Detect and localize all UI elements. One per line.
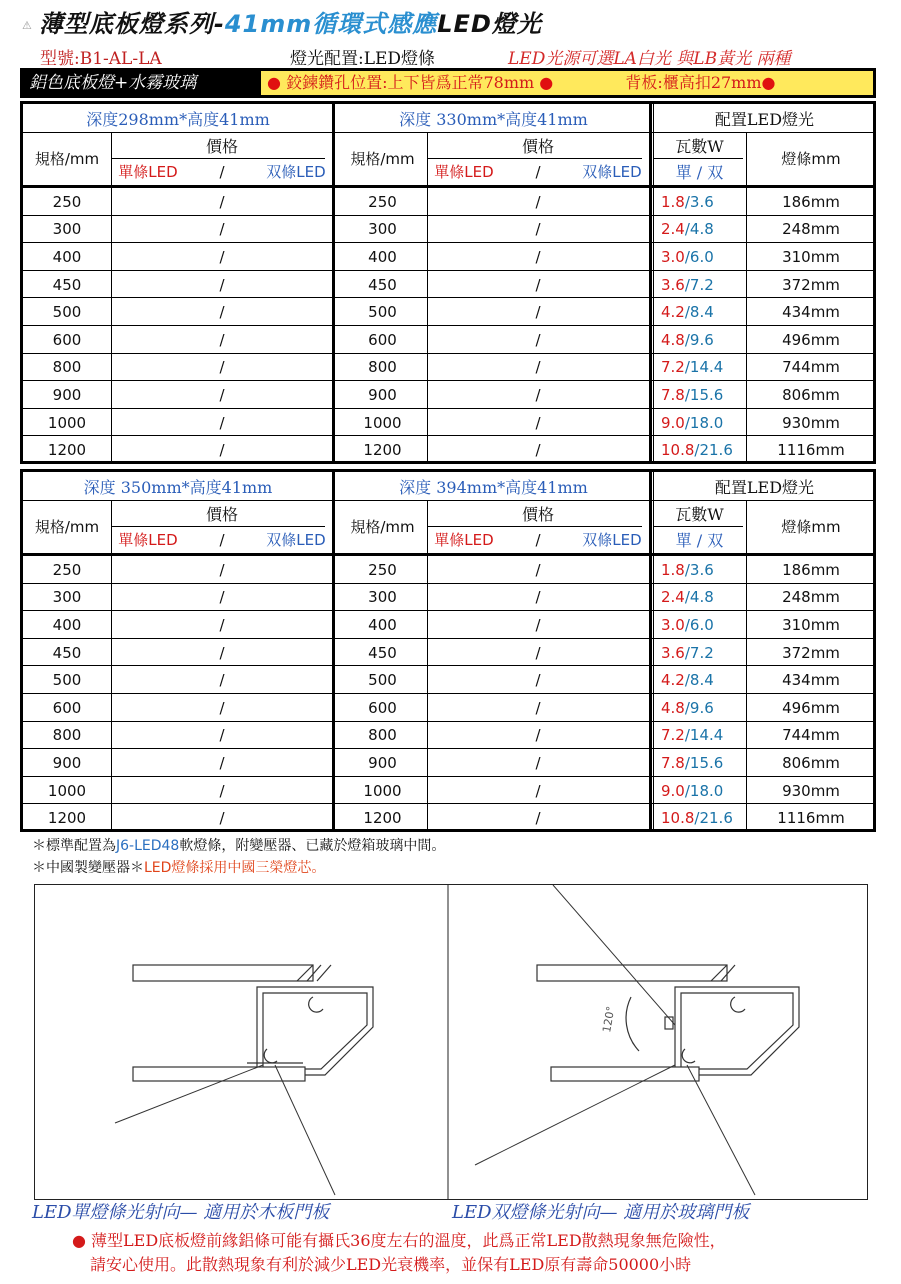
watt-single: 2.4 [661, 588, 685, 607]
grid-line [23, 463, 873, 464]
bullet-icon: ● [761, 73, 776, 92]
row-price-slash: / [219, 753, 225, 772]
row-spec: 900 [52, 385, 82, 404]
row-price-slash: / [219, 192, 225, 211]
diagram-svg [35, 885, 867, 1199]
watt-sep: / [684, 413, 690, 432]
grid-line [427, 526, 642, 527]
row-price-slash: / [219, 303, 225, 322]
row-watt [653, 556, 746, 584]
watt-sep: / [684, 330, 690, 349]
row-price-slash: / [219, 588, 225, 607]
watt-double: 4.8 [689, 220, 714, 239]
row-price-slash: / [219, 330, 225, 349]
depth-title-left: 深度 350mm*高度41mm [83, 477, 273, 497]
row-watt [653, 694, 746, 722]
watt-single: 1.8 [661, 560, 685, 579]
row-spec: 250 [368, 560, 397, 579]
triangle-icon: ⚠ [22, 18, 33, 32]
row-spec: 1200 [363, 809, 402, 828]
grid-line [649, 472, 652, 829]
row-spec: 600 [52, 698, 82, 717]
title-highlight: 41mm循環式感應 [224, 10, 438, 38]
price-table [20, 469, 876, 832]
watt-single: 7.2 [661, 358, 685, 377]
row-watt [653, 639, 746, 667]
row-spec: 250 [52, 192, 82, 211]
hinge-position: 鉸鍊鑽孔位置:上下皆爲正常78mm [286, 73, 535, 92]
footer-line-2: 請安心使用。此散熱現象有利於減少LED光衰機率，並保有LED原有壽命50000小時 [90, 1255, 692, 1274]
watt-double: 21.6 [699, 441, 733, 460]
row-spec: 600 [52, 330, 82, 349]
row-price-slash: / [535, 303, 541, 322]
row-price-slash: / [535, 413, 541, 432]
back-panel: 背板:櫃高扣27mm [625, 73, 762, 92]
watt-double: 15.6 [689, 753, 724, 772]
watt-sep: / [684, 220, 690, 239]
row-watt [653, 381, 746, 409]
row-watt [653, 188, 746, 216]
row-watt [653, 722, 746, 750]
watt-sep: / [684, 615, 690, 634]
row-spec: 1200 [363, 441, 402, 460]
row-watt [653, 611, 746, 639]
grid-line [649, 104, 652, 461]
double-led-header: 双條LED [266, 531, 326, 549]
row-price-slash: / [219, 247, 225, 266]
title-prefix: 薄型底板燈系列- [38, 10, 225, 38]
note-1-c: 軟燈條，附變壓器、已藏於燈箱玻璃中間。 [179, 838, 446, 854]
grid-line [332, 104, 335, 461]
row-strip: 248mm [782, 220, 840, 239]
row-price-slash: / [219, 358, 225, 377]
row-price-slash: / [535, 275, 541, 294]
single-led-header: 單條LED [434, 531, 494, 549]
footer-line-1: ● 薄型LED底板燈前緣鋁條可能有攝氏36度左右的溫度，此爲正常LED散熱現象無危險性， [72, 1231, 726, 1250]
angle-label: 120° [600, 1005, 618, 1034]
band-info [261, 71, 873, 95]
row-price-slash: / [219, 643, 225, 662]
row-strip: 496mm [782, 698, 840, 717]
watt-double: 7.2 [689, 275, 714, 294]
note-1 [32, 835, 445, 855]
row-strip: 248mm [782, 588, 840, 607]
row-strip: 930mm [782, 781, 840, 800]
watt-sep: / [684, 671, 690, 690]
watt-single: 3.6 [661, 275, 685, 294]
row-watt [653, 243, 746, 271]
slash: / [535, 162, 541, 181]
note-2-a: ＊中國製變壓器＊ [32, 860, 144, 876]
row-watt [653, 436, 746, 464]
row-spec: 600 [368, 330, 397, 349]
row-spec: 300 [52, 588, 82, 607]
price-header: 價格 [205, 504, 238, 524]
watt-double: 6.0 [689, 247, 714, 266]
price-header: 價格 [521, 136, 554, 156]
slash: / [219, 530, 225, 549]
watt-double: 3.6 [689, 192, 714, 211]
row-strip: 434mm [782, 303, 840, 322]
row-price-slash: / [535, 247, 541, 266]
row-price-slash: / [219, 726, 225, 745]
row-spec: 500 [368, 303, 397, 322]
grid-line [746, 500, 747, 829]
bullet-icon: ● [539, 73, 554, 92]
row-price-slash: / [535, 615, 541, 634]
grid-line [427, 158, 642, 159]
watt-single: 9.0 [661, 781, 685, 800]
watt-sep: / [684, 588, 690, 607]
row-spec: 450 [52, 643, 82, 662]
row-watt [653, 298, 746, 326]
slash: / [219, 162, 225, 181]
row-watt [653, 409, 746, 437]
row-price-slash: / [219, 220, 225, 239]
row-spec: 500 [52, 303, 82, 322]
depth-title-right: 深度 394mm*高度41mm [399, 477, 588, 497]
watt-double: 18.0 [689, 413, 724, 432]
single-led-profile [133, 965, 373, 1081]
price-table [20, 101, 876, 464]
watt-single: 4.8 [661, 330, 685, 349]
row-spec: 400 [52, 247, 82, 266]
row-price-slash: / [535, 588, 541, 607]
single-led-header: 單條LED [118, 531, 178, 549]
row-strip: 434mm [782, 671, 840, 690]
page-title [22, 4, 542, 39]
watt-sep: / [684, 726, 690, 745]
row-strip: 372mm [782, 275, 840, 294]
row-spec: 300 [52, 220, 82, 239]
watt-double: 18.0 [689, 781, 724, 800]
title-suffix: LED燈光 [437, 10, 542, 38]
double-led-header: 双條LED [582, 163, 642, 181]
watt-sep: / [684, 192, 690, 211]
light-ray [553, 885, 675, 1025]
watt-double: 9.6 [689, 330, 714, 349]
product-type: 鋁色底板燈+水霧玻璃 [23, 71, 261, 95]
watt-double: 15.6 [689, 385, 724, 404]
row-price-slash: / [219, 671, 225, 690]
watt-sep: / [684, 247, 690, 266]
row-spec: 400 [368, 247, 397, 266]
row-strip: 744mm [782, 358, 840, 377]
row-spec: 800 [52, 726, 82, 745]
watt-sep: / [684, 698, 690, 717]
row-price-slash: / [219, 698, 225, 717]
row-spec: 800 [368, 726, 397, 745]
watt-double: 7.2 [689, 643, 714, 662]
price-header: 價格 [521, 504, 554, 524]
row-price-slash: / [219, 809, 225, 828]
row-spec: 1000 [47, 413, 87, 432]
row-spec: 1000 [363, 781, 402, 800]
watt-single: 7.8 [661, 385, 685, 404]
watt-double: 9.6 [689, 698, 714, 717]
watt-double: 14.4 [689, 726, 724, 745]
row-price-slash: / [535, 385, 541, 404]
row-price-slash: / [535, 698, 541, 717]
watt-sep: / [694, 441, 700, 460]
watt-sep: / [684, 643, 690, 662]
watt-single: 1.8 [661, 192, 685, 211]
watt-sep: / [694, 809, 700, 828]
row-spec: 450 [52, 275, 82, 294]
watt-double: 4.8 [689, 588, 714, 607]
grid-line [111, 158, 325, 159]
slash: / [535, 530, 541, 549]
grid-line [653, 472, 654, 829]
row-spec: 800 [368, 358, 397, 377]
grid-line [746, 132, 747, 461]
row-spec: 800 [52, 358, 82, 377]
row-price-slash: / [219, 441, 225, 460]
row-price-slash: / [535, 781, 541, 800]
row-price-slash: / [219, 413, 225, 432]
watt-double: 6.0 [689, 615, 714, 634]
watt-double: 21.6 [699, 809, 733, 828]
bullet-icon: ● [267, 73, 281, 92]
caption-right: LED双燈條光射向— 適用於玻璃門板 [452, 1202, 750, 1223]
grid-line [332, 472, 335, 829]
row-spec: 1200 [47, 809, 87, 828]
grid-line [653, 526, 743, 527]
row-strip: 310mm [782, 615, 840, 634]
watt-single: 9.0 [661, 413, 685, 432]
watt-sep: / [684, 303, 690, 322]
config-header: 配置LED燈光 [714, 477, 815, 497]
watt-single: 7.8 [661, 753, 685, 772]
row-price-slash: / [219, 275, 225, 294]
single-led-header: 單條LED [434, 163, 494, 181]
row-spec: 600 [368, 698, 397, 717]
row-spec: 900 [368, 753, 397, 772]
caption-left: LED單燈條光射向— 適用於木板門板 [32, 1202, 330, 1223]
watt-sep: / [684, 275, 690, 294]
row-spec: 1000 [47, 781, 87, 800]
watt-double: 8.4 [689, 303, 714, 322]
watt-single: 2.4 [661, 220, 685, 239]
watt-sep: / [684, 560, 690, 579]
watt-single: 3.0 [661, 247, 685, 266]
row-watt [653, 584, 746, 612]
watt-single: 3.0 [661, 615, 685, 634]
row-strip: 744mm [782, 726, 840, 745]
row-price-slash: / [535, 220, 541, 239]
light-ray [687, 1065, 755, 1195]
row-spec: 300 [368, 220, 397, 239]
row-spec: 500 [52, 671, 82, 690]
row-strip: 186mm [782, 560, 840, 579]
row-price-slash: / [535, 358, 541, 377]
model-number: 型號:B1-AL-LA [40, 49, 162, 69]
row-price-slash: / [535, 809, 541, 828]
watt-single: 4.2 [661, 303, 685, 322]
row-strip: 930mm [782, 413, 840, 432]
grid-line [23, 831, 873, 832]
note-2 [32, 857, 325, 877]
installation-diagram [34, 884, 868, 1200]
row-price-slash: / [535, 441, 541, 460]
row-price-slash: / [535, 330, 541, 349]
row-strip: 806mm [782, 385, 840, 404]
grid-line [653, 158, 743, 159]
row-strip: 310mm [782, 247, 840, 266]
single-double-header: 單 / 双 [675, 531, 724, 550]
row-price-slash: / [535, 726, 541, 745]
config-header: 配置LED燈光 [714, 109, 815, 129]
watt-single: 3.6 [661, 643, 685, 662]
single-double-header: 單 / 双 [675, 163, 724, 182]
watt-single: 10.8 [661, 809, 695, 828]
grid-line [653, 104, 654, 461]
watt-sep: / [684, 781, 690, 800]
grid-line [111, 526, 325, 527]
strip-header: 燈條mm [781, 518, 841, 536]
strip-header: 燈條mm [781, 150, 841, 168]
watt-single: 10.8 [661, 441, 695, 460]
row-spec: 900 [368, 385, 397, 404]
row-spec: 1200 [47, 441, 87, 460]
watt-sep: / [684, 385, 690, 404]
row-price-slash: / [535, 753, 541, 772]
row-price-slash: / [219, 615, 225, 634]
double-led-header: 双條LED [582, 531, 642, 549]
spec-header: 規格/mm [350, 518, 415, 536]
row-strip: 372mm [782, 643, 840, 662]
grid-line [111, 132, 112, 461]
row-price-slash: / [219, 385, 225, 404]
row-spec: 250 [368, 192, 397, 211]
depth-title-right: 深度 330mm*高度41mm [399, 109, 588, 129]
row-spec: 300 [368, 588, 397, 607]
row-watt [653, 326, 746, 354]
row-watt [653, 749, 746, 777]
watt-double: 3.6 [689, 560, 714, 579]
grid-line [111, 500, 112, 829]
light-ray [275, 1065, 335, 1195]
row-spec: 1000 [363, 413, 402, 432]
row-strip: 496mm [782, 330, 840, 349]
row-spec: 500 [368, 671, 397, 690]
row-spec: 250 [52, 560, 82, 579]
row-watt [653, 271, 746, 299]
row-spec: 450 [368, 275, 397, 294]
grid-line [427, 500, 428, 829]
watt-header: 瓦數W [675, 504, 724, 524]
row-strip: 186mm [782, 192, 840, 211]
note-1-a: ＊標準配置為 [32, 838, 116, 854]
row-strip: 806mm [782, 753, 840, 772]
row-spec: 450 [368, 643, 397, 662]
row-price-slash: / [535, 643, 541, 662]
watt-single: 4.8 [661, 698, 685, 717]
watt-sep: / [684, 753, 690, 772]
row-watt [653, 216, 746, 244]
watt-header: 瓦數W [675, 136, 724, 156]
row-price-slash: / [535, 192, 541, 211]
watt-double: 14.4 [689, 358, 724, 377]
light-options: LED光源可選LA白光 與LB黃光 兩種 [508, 49, 791, 69]
price-header: 價格 [205, 136, 238, 156]
grid-line [427, 132, 428, 461]
row-spec: 400 [368, 615, 397, 634]
double-led-profile [537, 965, 799, 1081]
spec-header: 規格/mm [34, 518, 100, 536]
row-watt [653, 354, 746, 382]
note-2-b: LED燈條採用中國三榮燈芯。 [144, 860, 326, 876]
depth-title-left: 深度298mm*高度41mm [86, 109, 270, 129]
row-price-slash: / [219, 781, 225, 800]
note-1-model: J6-LED48 [116, 838, 180, 854]
watt-sep: / [684, 358, 690, 377]
row-strip: 1116mm [777, 441, 845, 460]
row-watt [653, 777, 746, 805]
row-spec: 900 [52, 753, 82, 772]
row-price-slash: / [535, 560, 541, 579]
spec-header: 規格/mm [350, 150, 415, 168]
single-led-header: 單條LED [118, 163, 178, 181]
row-price-slash: / [535, 671, 541, 690]
row-spec: 400 [52, 615, 82, 634]
row-watt [653, 666, 746, 694]
double-led-header: 双條LED [266, 163, 326, 181]
spec-header: 規格/mm [34, 150, 100, 168]
product-band [20, 68, 876, 98]
row-price-slash: / [219, 560, 225, 579]
watt-double: 8.4 [689, 671, 714, 690]
watt-single: 7.2 [661, 726, 685, 745]
watt-single: 4.2 [661, 671, 685, 690]
row-watt [653, 804, 746, 832]
light-config: 燈光配置:LED燈條 [290, 49, 436, 69]
row-strip: 1116mm [777, 809, 845, 828]
